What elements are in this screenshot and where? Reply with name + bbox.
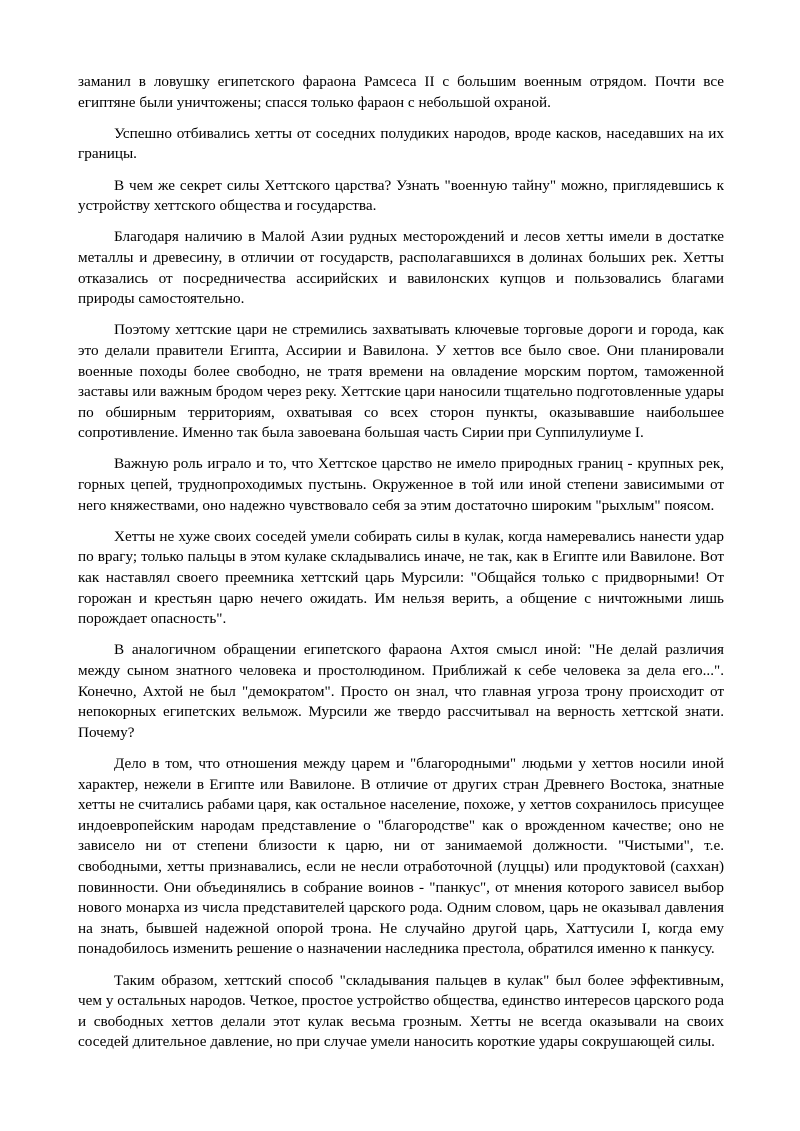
paragraph-1: заманил в ловушку египетского фараона Рамсеса II с большим военным отрядом. Почти все египтяне были уничтожены; спасся только фараон с небольшой охраной.	[78, 73, 724, 111]
paragraph-5: Поэтому хеттские цари не стремились захватывать ключевые торговые дороги и города, как это делали правители Египта, Ассирии и Вавилона. У хеттов все было свое. Они планировали военные походы более свободно, не тратя времени на овладение морским портом, таможенной заставы или важным бродом через реку. Хеттские цари наносили тщательно подготовленные удары по обширным территориям, охватывая со всех сторон пункты, оказывавшие наибольшее сопротивление. Именно так была завоевана большая часть Сирии при Суппилулиуме I.	[78, 321, 724, 442]
paragraph-8: В аналогичном обращении египетского фараона Ахтоя смысл иной: "Не делай различия между сыном знатного человека и простолюдином. Приближай к себе человека за дела его...". Конечно, Ахтой не был "демократом". Просто он знал, что главная угроза трону происходит от непокорных египетских вельмож. Мурсили же твердо рассчитывал на верность хеттской знати. Почему?	[78, 641, 724, 741]
paragraph-3: В чем же секрет силы Хеттского царства? Узнать "военную тайну" можно, приглядевшись к устройству хеттского общества и государства.	[78, 176, 724, 215]
paragraph-7: Хетты не хуже своих соседей умели собирать силы в кулак, когда намеревались нанести удар по врагу; только пальцы в этом кулаке складывались иначе, не так, как в Египте или Вавилоне. Вот как наставлял своего преемника хеттский царь Мурсили: "Общайся только с придворными! От горожан и крестьян царю нечего ожидать. Им нельзя верить, а общение с ничтожными лишь порождает опасность".	[78, 527, 724, 628]
paragraph-10: Таким образом, хеттский способ "складывания пальцев в кулак" был более эффективным, чем у остальных народов. Четкое, простое устройство общества, единство интересов царского рода и свободных хеттов делали этот кулак весьма грозным. Хетты не всегда оказывали на своих соседей длительное давление, но при случае умели наносить короткие удары сокрушающей силы.	[78, 971, 724, 1051]
paragraph-2: Успешно отбивались хетты от соседних полудиких народов, вроде касков, наседавших на их границы.	[78, 124, 724, 163]
paragraph-4: Благодаря наличию в Малой Азии рудных месторождений и лесов хетты имели в достатке металлы и древесину, в отличии от государств, располагавшихся в долинах больших рек. Хетты отказались от посредничества ассирийских и вавилонских купцов и пользовались благами природы самостоятельно.	[78, 228, 724, 308]
paragraph-9: Дело в том, что отношения между царем и "благородными" людьми у хеттов носили иной характер, нежели в Египте или Вавилоне. В отличие от других стран Древнего Востока, знатные хетты не считались рабами царя, как остальное население, похоже, у хеттов сохранилось присущее индоевропейским народам представление о "благородстве" как о врожденном качестве; оно не зависело ни от степени близости к царю, ни от занимаемой должности. "Чистыми", т.е. свободными, хетты признавались, если не несли отработочной (луццы) или продуктовой (саххан) повинности. Они объединялись в собрание воинов - "панкус", от мнения которого зависел выбор нового монарха из числа представителей царского рода. Одним словом, царь не оказывал давления на знать, бывшей надежной опорой трона. Не случайно другой царь, Хаттусили I, когда ему понадобилось изменить решение о назначении наследника престола, обратился именно к панкусу.	[78, 754, 724, 958]
paragraph-6: Важную роль играло и то, что Хеттское царство не имело природных границ - крупных рек, горных цепей, труднопроходимых пустынь. Окруженное в той или иной степени зависимыми от него княжествами, оно надежно чувствовало себя за этим достаточно широким "рыхлым" поясом.	[78, 455, 724, 514]
document-page	[78, 72, 724, 1063]
